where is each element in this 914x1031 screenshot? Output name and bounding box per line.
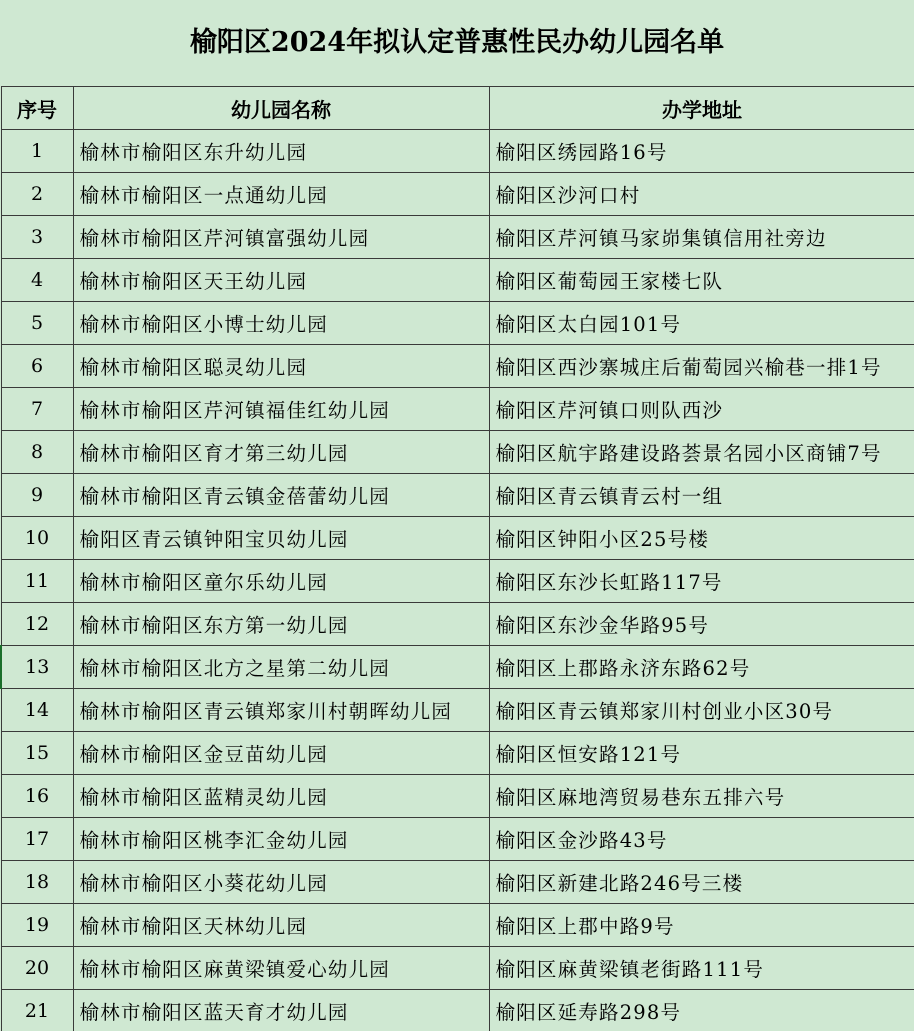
kindergarten-name-cell[interactable]: 榆林市榆阳区蓝天育才幼儿园 (73, 990, 489, 1031)
row-index-cell[interactable]: 17 (1, 818, 73, 861)
address-cell[interactable]: 榆阳区金沙路43号 (489, 818, 914, 861)
table-row (1, 130, 914, 173)
table-row (1, 474, 914, 517)
kindergarten-name-cell[interactable]: 榆林市榆阳区天王幼儿园 (73, 259, 489, 302)
kindergarten-name-cell[interactable]: 榆林市榆阳区蓝精灵幼儿园 (73, 775, 489, 818)
row-index-cell[interactable]: 21 (1, 990, 73, 1031)
address-cell[interactable]: 榆阳区西沙寨城庄后葡萄园兴榆巷一排1号 (489, 345, 914, 388)
kindergarten-name-cell[interactable]: 榆阳区青云镇钟阳宝贝幼儿园 (73, 517, 489, 560)
table-row (1, 603, 914, 646)
column-header-name[interactable]: 幼儿园名称 (73, 87, 489, 130)
address-cell[interactable]: 榆阳区延寿路298号 (489, 990, 914, 1031)
row-index-cell[interactable]: 3 (1, 216, 73, 259)
table-header-row (1, 87, 914, 130)
address-cell[interactable]: 榆阳区芹河镇马家峁集镇信用社旁边 (489, 216, 914, 259)
kindergarten-name-cell[interactable]: 榆林市榆阳区育才第三幼儿园 (73, 431, 489, 474)
kindergarten-name-cell[interactable]: 榆林市榆阳区桃李汇金幼儿园 (73, 818, 489, 861)
table-row (1, 388, 914, 431)
table-row (1, 646, 914, 689)
address-cell[interactable]: 榆阳区沙河口村 (489, 173, 914, 216)
table-row (1, 732, 914, 775)
row-index-cell[interactable]: 12 (1, 603, 73, 646)
row-index-cell[interactable]: 2 (1, 173, 73, 216)
address-cell[interactable]: 榆阳区恒安路121号 (489, 732, 914, 775)
address-cell[interactable]: 榆阳区绣园路16号 (489, 130, 914, 173)
kindergarten-name-cell[interactable]: 榆林市榆阳区金豆苗幼儿园 (73, 732, 489, 775)
table-row (1, 302, 914, 345)
kindergarten-name-cell[interactable]: 榆林市榆阳区童尔乐幼儿园 (73, 560, 489, 603)
row-index-cell[interactable]: 4 (1, 259, 73, 302)
kindergarten-name-cell[interactable]: 榆林市榆阳区芹河镇福佳红幼儿园 (73, 388, 489, 431)
row-index-cell[interactable]: 15 (1, 732, 73, 775)
kindergarten-name-cell[interactable]: 榆林市榆阳区天林幼儿园 (73, 904, 489, 947)
address-cell[interactable]: 榆阳区芹河镇口则队西沙 (489, 388, 914, 431)
kindergarten-name-cell[interactable]: 榆林市榆阳区一点通幼儿园 (73, 173, 489, 216)
row-index-cell[interactable]: 14 (1, 689, 73, 732)
table-row (1, 861, 914, 904)
address-cell[interactable]: 榆阳区东沙长虹路117号 (489, 560, 914, 603)
address-cell[interactable]: 榆阳区上郡路永济东路62号 (489, 646, 914, 689)
row-index-cell[interactable]: 1 (1, 130, 73, 173)
row-index-cell[interactable]: 13 (1, 646, 73, 689)
kindergarten-name-cell[interactable]: 榆林市榆阳区小葵花幼儿园 (73, 861, 489, 904)
kindergarten-name-cell[interactable]: 榆林市榆阳区青云镇金蓓蕾幼儿园 (73, 474, 489, 517)
kindergarten-name-cell[interactable]: 榆林市榆阳区芹河镇富强幼儿园 (73, 216, 489, 259)
kindergarten-name-cell[interactable]: 榆林市榆阳区东升幼儿园 (73, 130, 489, 173)
row-index-cell[interactable]: 6 (1, 345, 73, 388)
address-cell[interactable]: 榆阳区太白园101号 (489, 302, 914, 345)
table-row (1, 173, 914, 216)
table-row (1, 216, 914, 259)
address-cell[interactable]: 榆阳区青云镇青云村一组 (489, 474, 914, 517)
kindergarten-name-cell[interactable]: 榆林市榆阳区北方之星第二幼儿园 (73, 646, 489, 689)
table-row (1, 689, 914, 732)
kindergarten-table (0, 86, 914, 1031)
kindergarten-name-cell[interactable]: 榆林市榆阳区聪灵幼儿园 (73, 345, 489, 388)
address-cell[interactable]: 榆阳区麻黄梁镇老街路111号 (489, 947, 914, 990)
table-row (1, 904, 914, 947)
kindergarten-name-cell[interactable]: 榆林市榆阳区麻黄梁镇爱心幼儿园 (73, 947, 489, 990)
table-row (1, 345, 914, 388)
address-cell[interactable]: 榆阳区航宇路建设路荟景名园小区商铺7号 (489, 431, 914, 474)
row-index-cell[interactable]: 5 (1, 302, 73, 345)
kindergarten-name-cell[interactable]: 榆林市榆阳区东方第一幼儿园 (73, 603, 489, 646)
table-row (1, 990, 914, 1031)
address-cell[interactable]: 榆阳区钟阳小区25号楼 (489, 517, 914, 560)
kindergarten-name-cell[interactable]: 榆林市榆阳区青云镇郑家川村朝晖幼儿园 (73, 689, 489, 732)
address-cell[interactable]: 榆阳区上郡中路9号 (489, 904, 914, 947)
kindergarten-name-cell[interactable]: 榆林市榆阳区小博士幼儿园 (73, 302, 489, 345)
address-cell[interactable]: 榆阳区新建北路246号三楼 (489, 861, 914, 904)
page-title: 榆阳区2024年拟认定普惠性民办幼儿园名单 (189, 27, 725, 58)
address-cell[interactable]: 榆阳区麻地湾贸易巷东五排六号 (489, 775, 914, 818)
row-index-cell[interactable]: 18 (1, 861, 73, 904)
table-row (1, 560, 914, 603)
table-row (1, 947, 914, 990)
table-row (1, 517, 914, 560)
address-cell[interactable]: 榆阳区葡萄园王家楼七队 (489, 259, 914, 302)
row-index-cell[interactable]: 7 (1, 388, 73, 431)
row-index-cell[interactable]: 9 (1, 474, 73, 517)
row-index-cell[interactable]: 10 (1, 517, 73, 560)
row-index-cell[interactable]: 20 (1, 947, 73, 990)
address-cell[interactable]: 榆阳区东沙金华路95号 (489, 603, 914, 646)
row-index-cell[interactable]: 19 (1, 904, 73, 947)
row-index-cell[interactable]: 8 (1, 431, 73, 474)
table-row (1, 775, 914, 818)
table-row (1, 431, 914, 474)
column-header-index[interactable]: 序号 (1, 87, 73, 130)
row-index-cell[interactable]: 16 (1, 775, 73, 818)
address-cell[interactable]: 榆阳区青云镇郑家川村创业小区30号 (489, 689, 914, 732)
column-header-address[interactable]: 办学地址 (489, 87, 914, 130)
table-row (1, 818, 914, 861)
table-row (1, 259, 914, 302)
row-index-cell[interactable]: 11 (1, 560, 73, 603)
